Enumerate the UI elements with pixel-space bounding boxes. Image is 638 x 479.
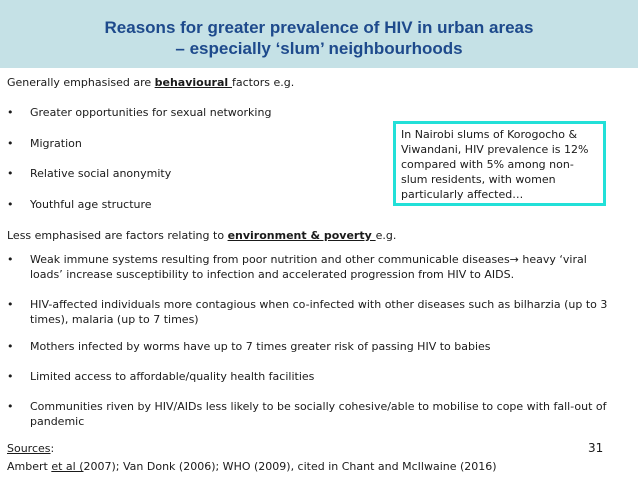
- callout-box: In Nairobi slums of Korogocho & Viwandani, HIV prevalence is 12% compared with 5% among non-slum residents, with women particularly affected…: [393, 121, 606, 206]
- list-item: Youthful age structure: [30, 198, 152, 211]
- title-line-1: Reasons for greater prevalence of HIV in urban areas: [104, 18, 534, 37]
- sources-label: Sources:: [7, 442, 55, 455]
- bullet: •: [7, 298, 14, 311]
- bullet: •: [7, 400, 14, 413]
- list-item: Weak immune systems resulting from poor nutrition and other communicable diseases→ heavy ‘viral loads’ increase susceptibility to infection and accelerated progression from HIV to AIDS.: [30, 253, 587, 281]
- list-item: Relative social anonymity: [30, 167, 172, 180]
- bullet: •: [7, 137, 14, 150]
- environment-poverty-emphasis: environment & poverty: [227, 229, 376, 242]
- list-item: HIV-affected individuals more contagious when co-infected with other diseases such as bilharzia (up to 3 times), malaria (up to 7 times): [30, 298, 608, 326]
- list-item: Migration: [30, 137, 82, 150]
- bullet: •: [7, 340, 14, 353]
- title-line-2: – especially ‘slum’ neighbourhoods: [175, 39, 463, 58]
- bullet: •: [7, 167, 14, 180]
- bullet: •: [7, 253, 14, 266]
- less-emphasised-line: Less emphasised are factors relating to environment & poverty e.g.: [7, 229, 397, 242]
- sources-citation: Ambert et al (2007); Van Donk (2006); WHO (2009), cited in Chant and McIlwaine (2016): [7, 460, 497, 473]
- slide-title: [0, 17, 638, 59]
- bullet: •: [7, 370, 14, 383]
- bullet: •: [7, 198, 14, 211]
- list-item: Greater opportunities for sexual networking: [30, 106, 272, 119]
- bullet: •: [7, 106, 14, 119]
- page-number: 31: [588, 441, 604, 455]
- list-item: Limited access to affordable/quality health facilities: [30, 370, 315, 383]
- list-item: Communities riven by HIV/AIDs less likely to be socially cohesive/able to mobilise to cope with fall-out of pandemic: [30, 400, 607, 428]
- intro-line: Generally emphasised are behavioural factors e.g.: [7, 76, 295, 89]
- behavioural-emphasis: behavioural: [154, 76, 233, 89]
- list-item: Mothers infected by worms have up to 7 times greater risk of passing HIV to babies: [30, 340, 491, 353]
